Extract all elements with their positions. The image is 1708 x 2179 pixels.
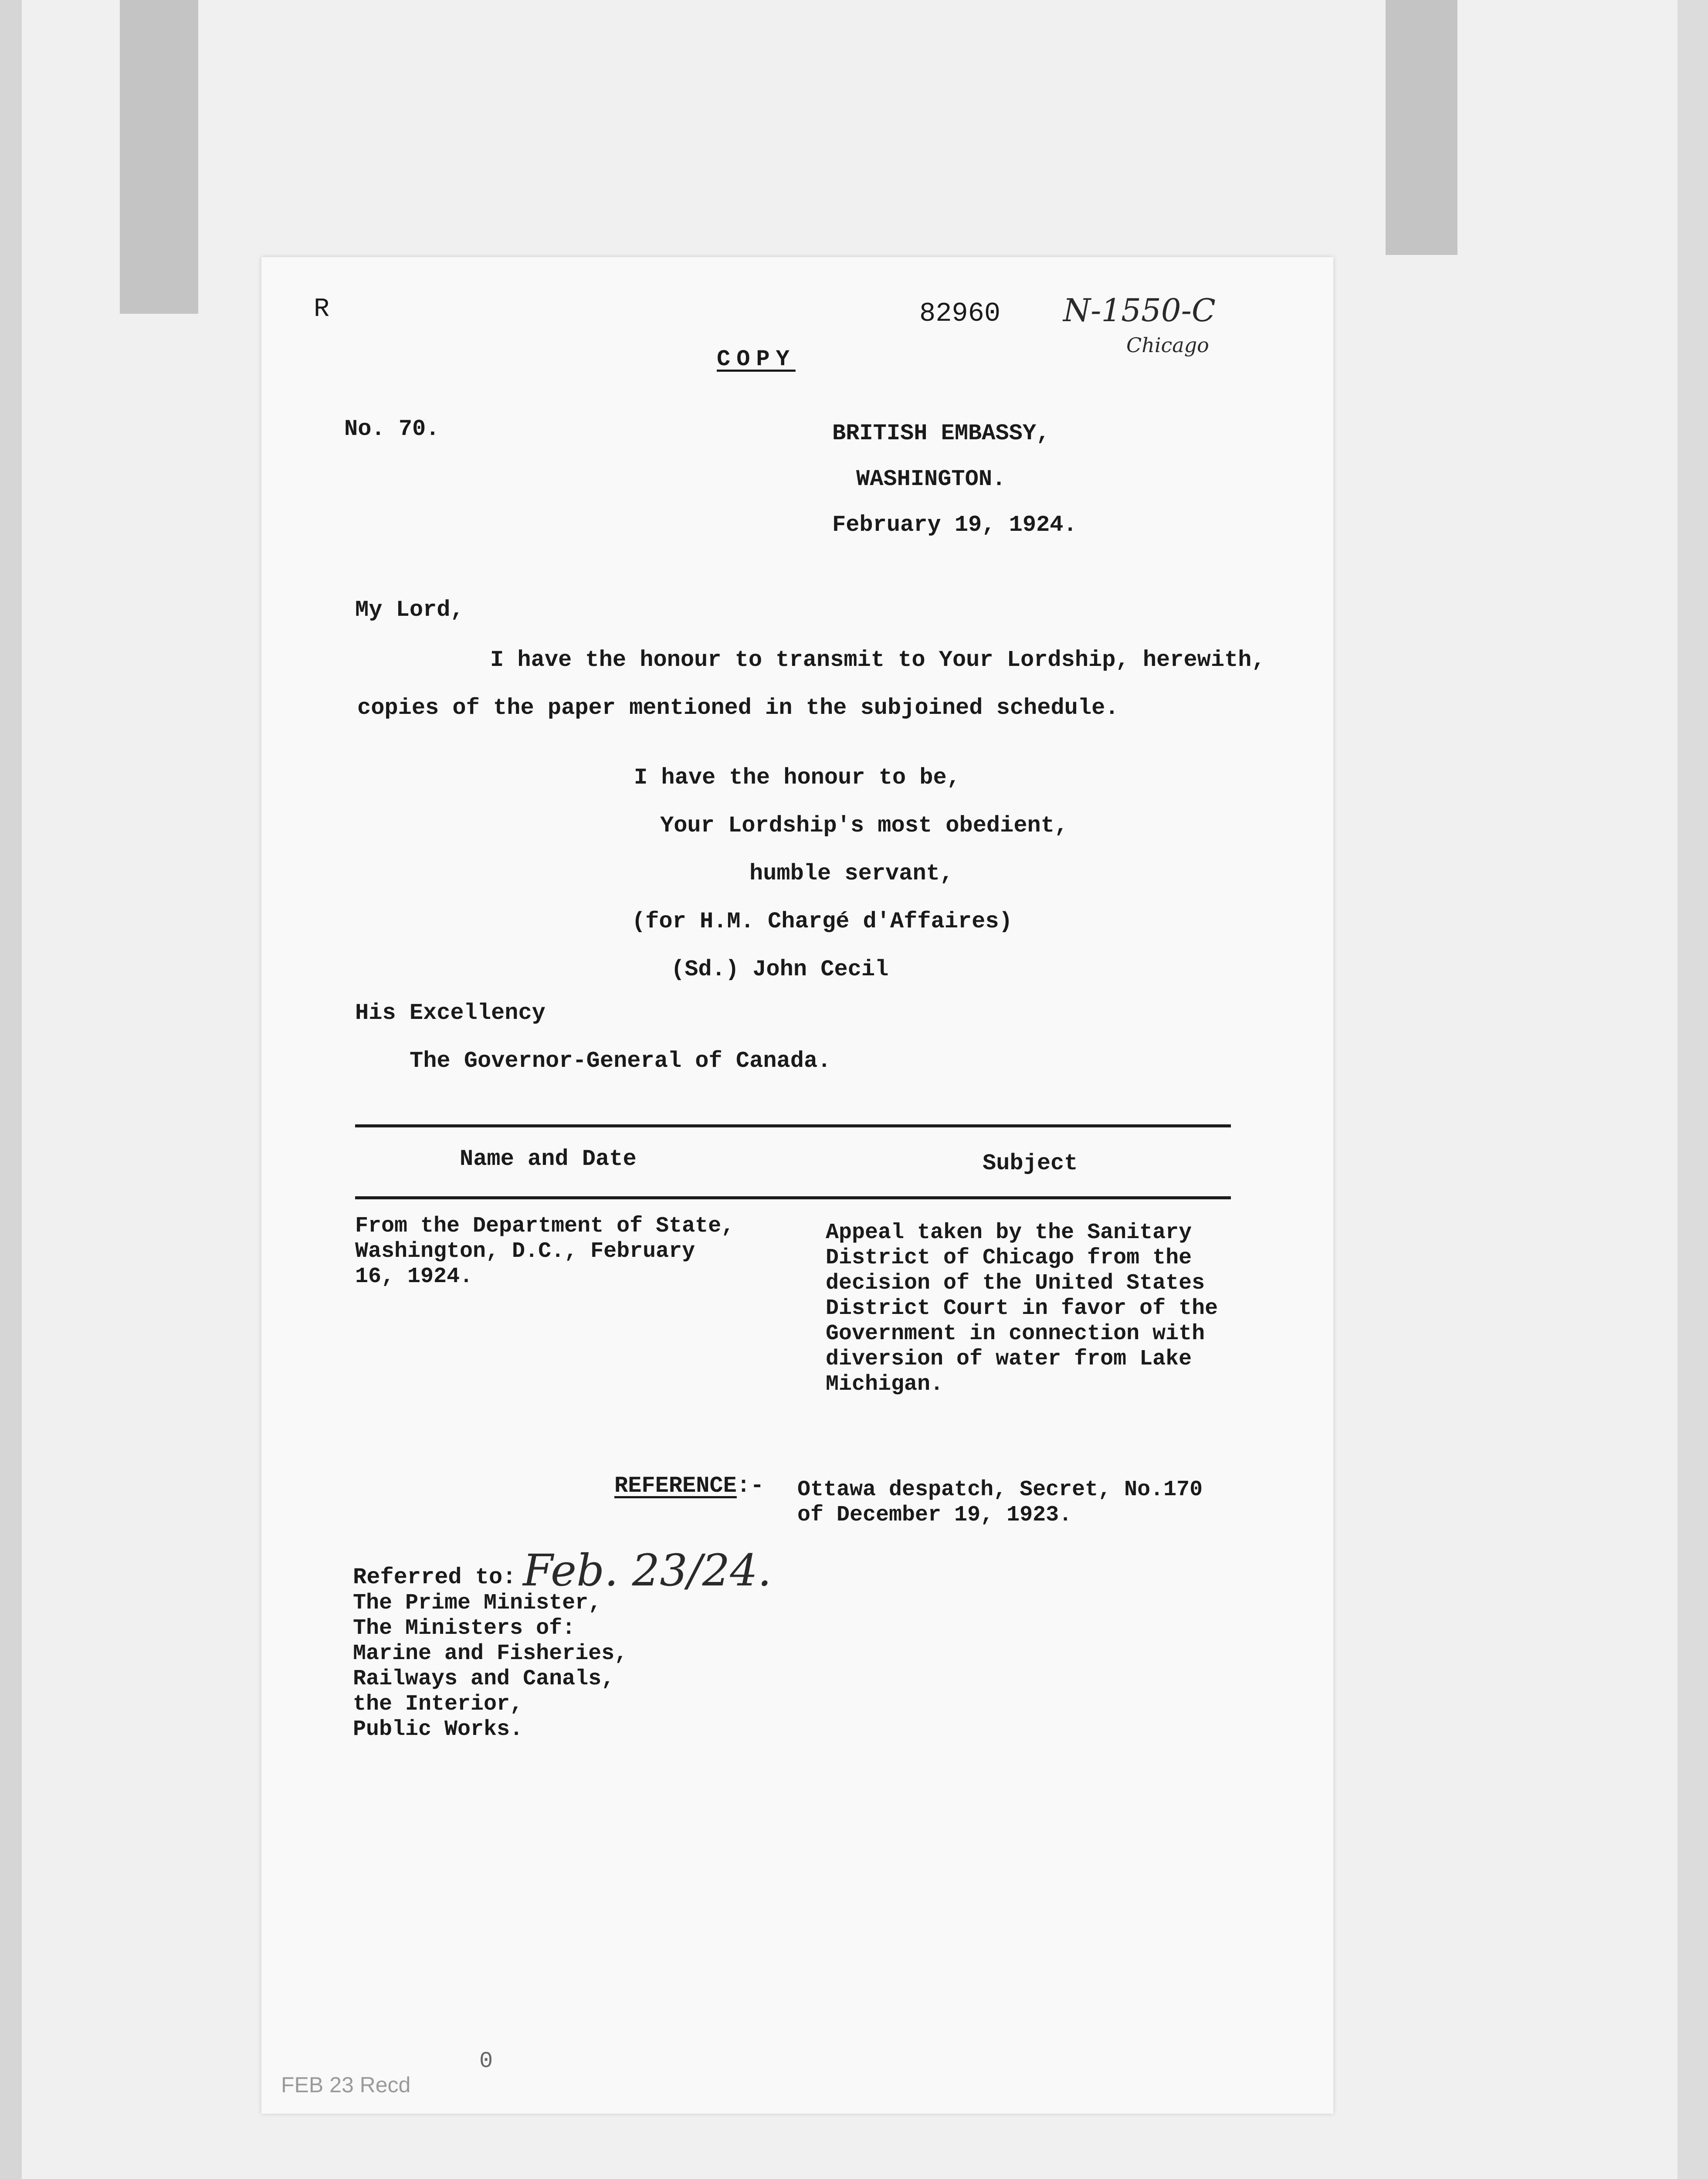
received-stamp: FEB 23 Recd: [281, 2073, 411, 2097]
sender-line-1: BRITISH EMBASSY,: [832, 421, 1050, 446]
handwritten-file-note: Chicago: [1126, 333, 1209, 357]
signature-line: (Sd.) John Cecil: [671, 957, 889, 982]
schedule-header-subject: Subject: [983, 1151, 1078, 1176]
closing-line-3: humble servant,: [749, 861, 954, 886]
closing-line-1: I have the honour to be,: [634, 765, 960, 791]
schedule-header-rule: [355, 1196, 1231, 1199]
corner-mark: R: [314, 295, 330, 324]
sender-line-2: WASHINGTON.: [856, 466, 1006, 492]
copy-heading: COPY: [717, 346, 796, 372]
reference-line: [614, 1473, 764, 1499]
schedule-name-date-cell: From the Department of State, Washington, D.C., February 16, 1924.: [355, 1214, 735, 1289]
scan-right-edge: [1678, 0, 1708, 2179]
addressee-line-1: His Excellency: [355, 1000, 546, 1026]
referred-to-label: Referred to:: [353, 1565, 516, 1590]
body-line-2: copies of the paper mentioned in the subjoined schedule.: [357, 695, 1119, 721]
closing-line-4: (for H.M. Chargé d'Affaires): [632, 909, 1013, 934]
body-line-1: I have the honour to transmit to Your Lordship, herewith,: [490, 647, 1265, 673]
closing-line-2: Your Lordship's most obedient,: [660, 813, 1068, 838]
reference-label: REFERENCE: [614, 1473, 737, 1499]
addressee-line-2: The Governor-General of Canada.: [410, 1048, 831, 1074]
schedule-subject-cell: Appeal taken by the Sanitary District of Chicago from the decision of the United States District Court in favor of the Government in connection with diversion of water from Lake Michigan.: [826, 1220, 1218, 1397]
handwritten-referred-date: Feb. 23/24.: [523, 1545, 772, 1596]
schedule-top-rule: [355, 1124, 1231, 1127]
letter-paper: [261, 257, 1333, 2114]
tape-top-left: [120, 0, 198, 314]
handwritten-file-ref: N-1550-C: [1063, 292, 1216, 329]
stray-mark: 0: [479, 2048, 493, 2074]
letter-date: February 19, 1924.: [832, 512, 1077, 538]
tape-top-right: [1386, 0, 1457, 255]
referred-to-list: The Prime Minister, The Ministers of: Marine and Fisheries, Railways and Canals, the Interior, Public Works.: [353, 1591, 628, 1742]
schedule-header-name-date: Name and Date: [460, 1146, 637, 1172]
salutation: My Lord,: [355, 597, 464, 623]
scan-left-edge: [0, 0, 22, 2179]
reference-separator: :-: [736, 1473, 764, 1499]
dispatch-number: No. 70.: [344, 416, 440, 442]
file-number: 82960: [919, 298, 1001, 329]
reference-text: Ottawa despatch, Secret, No.170 of December 19, 1923.: [797, 1477, 1203, 1527]
